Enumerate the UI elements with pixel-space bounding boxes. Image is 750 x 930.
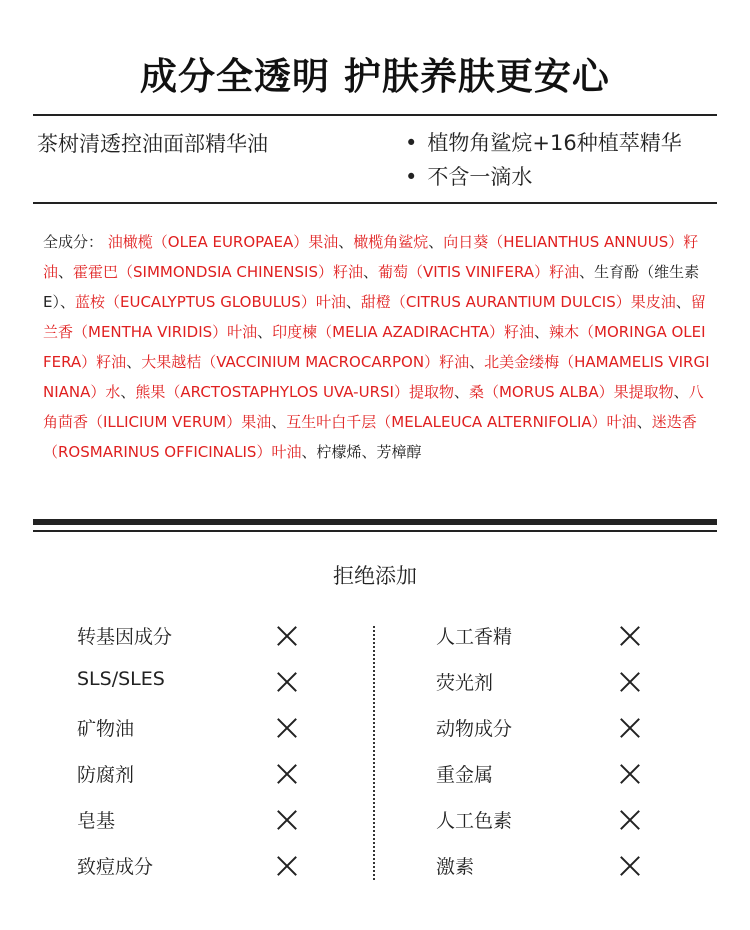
ingredient-separator: 、	[579, 263, 595, 281]
ingredient-item: 互生叶白千层（MELALEUCA ALTERNIFOLIA）叶油	[286, 413, 637, 431]
ingredient-item: 橄榄角鲨烷	[353, 233, 429, 251]
ingredient-separator: 、	[345, 293, 361, 311]
exclusions-title: 拒绝添加	[333, 564, 417, 588]
cross-icon	[276, 763, 298, 785]
exclusion-label: 转基因成分	[77, 626, 173, 648]
exclusion-label: 矿物油	[77, 718, 135, 740]
ingredient-separator: 、	[120, 383, 136, 401]
exclusions-right-column	[436, 614, 651, 890]
ingredient-item: 葡萄（VITIS VINIFERA）籽油	[378, 263, 580, 281]
exclusion-label: 荧光剂	[436, 672, 494, 694]
column-divider	[373, 626, 375, 880]
product-name: 茶树清透控油面部精华油	[37, 132, 268, 156]
section-divider-thick	[33, 519, 717, 525]
ingredient-separator: 、	[271, 413, 287, 431]
cross-icon	[619, 809, 641, 831]
exclusion-item	[436, 844, 651, 890]
cross-icon	[276, 671, 298, 693]
exclusion-item	[77, 844, 307, 890]
exclusion-item	[77, 706, 307, 752]
exclusion-item	[77, 752, 307, 798]
ingredient-label: 全成分：	[43, 233, 104, 251]
ingredient-item: 大果越桔（VACCINIUM MACROCARPON）籽油	[141, 353, 470, 371]
exclusion-item	[436, 660, 651, 706]
cross-icon	[276, 717, 298, 739]
ingredient-separator: 、	[361, 443, 377, 461]
ingredient-item: 蓝桉（EUCALYPTUS GLOBULUS）叶油	[75, 293, 346, 311]
exclusion-label: 动物成分	[436, 718, 513, 740]
ingredient-item: 甜橙（CITRUS AURANTIUM DULCIS）果皮油	[360, 293, 676, 311]
section-divider-thin	[33, 530, 717, 532]
ingredient-item: 印度楝（MELIA AZADIRACHTA）籽油	[272, 323, 534, 341]
cross-icon	[276, 625, 298, 647]
exclusions-left-column	[77, 614, 307, 890]
ingredient-separator: 、	[301, 443, 317, 461]
ingredient-item: 柠檬烯	[316, 443, 362, 461]
ingredient-item: 芳樟醇	[376, 443, 422, 461]
ingredient-separator: 、	[257, 323, 273, 341]
ingredient-item: 北美金缕梅（HAMAMELIS VIRGINIANA）水	[43, 353, 710, 401]
ingredient-separator: 、	[636, 413, 652, 431]
ingredient-separator: 、	[338, 233, 354, 251]
ingredient-list	[43, 227, 711, 467]
exclusion-label: 致痘成分	[77, 856, 154, 878]
exclusion-item	[436, 752, 651, 798]
ingredient-separator: 、	[362, 263, 378, 281]
cross-icon	[619, 763, 641, 785]
ingredient-separator: 、	[59, 293, 75, 311]
exclusion-label: 人工香精	[436, 626, 513, 648]
exclusion-item	[77, 798, 307, 844]
exclusion-label: SLS/SLES	[77, 668, 165, 690]
exclusion-item	[436, 706, 651, 752]
cross-icon	[619, 671, 641, 693]
exclusion-label: 人工色素	[436, 810, 513, 832]
exclusion-label: 重金属	[436, 764, 494, 786]
title-divider	[33, 114, 717, 116]
ingredient-item: 熊果（ARCTOSTAPHYLOS UVA-URSI）提取物	[135, 383, 454, 401]
exclusion-item	[77, 660, 307, 706]
ingredient-item: 八角茴香（ILLICIUM VERUM）果油	[43, 383, 704, 431]
ingredient-item: 向日葵（HELIANTHUS ANNUUS）籽油	[43, 233, 699, 281]
page-title: 成分全透明 护肤养肤更安心	[140, 55, 610, 98]
feature-item: • 植物角鲨烷+16种植萃精华	[405, 126, 682, 160]
ingredient-item: 桑（MORUS ALBA）果提取物	[468, 383, 674, 401]
exclusion-label: 皂基	[77, 810, 116, 832]
exclusion-label: 防腐剂	[77, 764, 135, 786]
exclusion-item	[436, 798, 651, 844]
cross-icon	[619, 625, 641, 647]
ingredient-separator: 、	[453, 383, 469, 401]
ingredient-separator: 、	[126, 353, 142, 371]
cross-icon	[276, 809, 298, 831]
feature-item: • 不含一滴水	[405, 160, 682, 194]
product-divider	[33, 202, 717, 204]
ingredient-separator: 、	[675, 293, 691, 311]
ingredient-item: 留兰香（MENTHA VIRIDIS）叶油	[43, 293, 706, 341]
ingredient-item: 辣木（MORINGA OLEIFERA）籽油	[43, 323, 706, 371]
exclusion-item	[436, 614, 651, 660]
ingredient-item: 迷迭香（ROSMARINUS OFFICINALIS）叶油	[43, 413, 697, 461]
ingredient-item: 油橄榄（OLEA EUROPAEA）果油	[107, 233, 339, 251]
cross-icon	[276, 855, 298, 877]
exclusion-item	[77, 614, 307, 660]
ingredient-separator: 、	[533, 323, 549, 341]
ingredient-item: 生育酚（维生素E）	[43, 263, 700, 311]
feature-list	[405, 126, 682, 194]
ingredient-separator: 、	[58, 263, 74, 281]
ingredient-separator: 、	[469, 353, 485, 371]
cross-icon	[619, 717, 641, 739]
exclusion-label: 激素	[436, 856, 475, 878]
ingredient-separator: 、	[428, 233, 444, 251]
ingredient-separator: 、	[673, 383, 689, 401]
cross-icon	[619, 855, 641, 877]
ingredient-item: 霍霍巴（SIMMONDSIA CHINENSIS）籽油	[73, 263, 363, 281]
